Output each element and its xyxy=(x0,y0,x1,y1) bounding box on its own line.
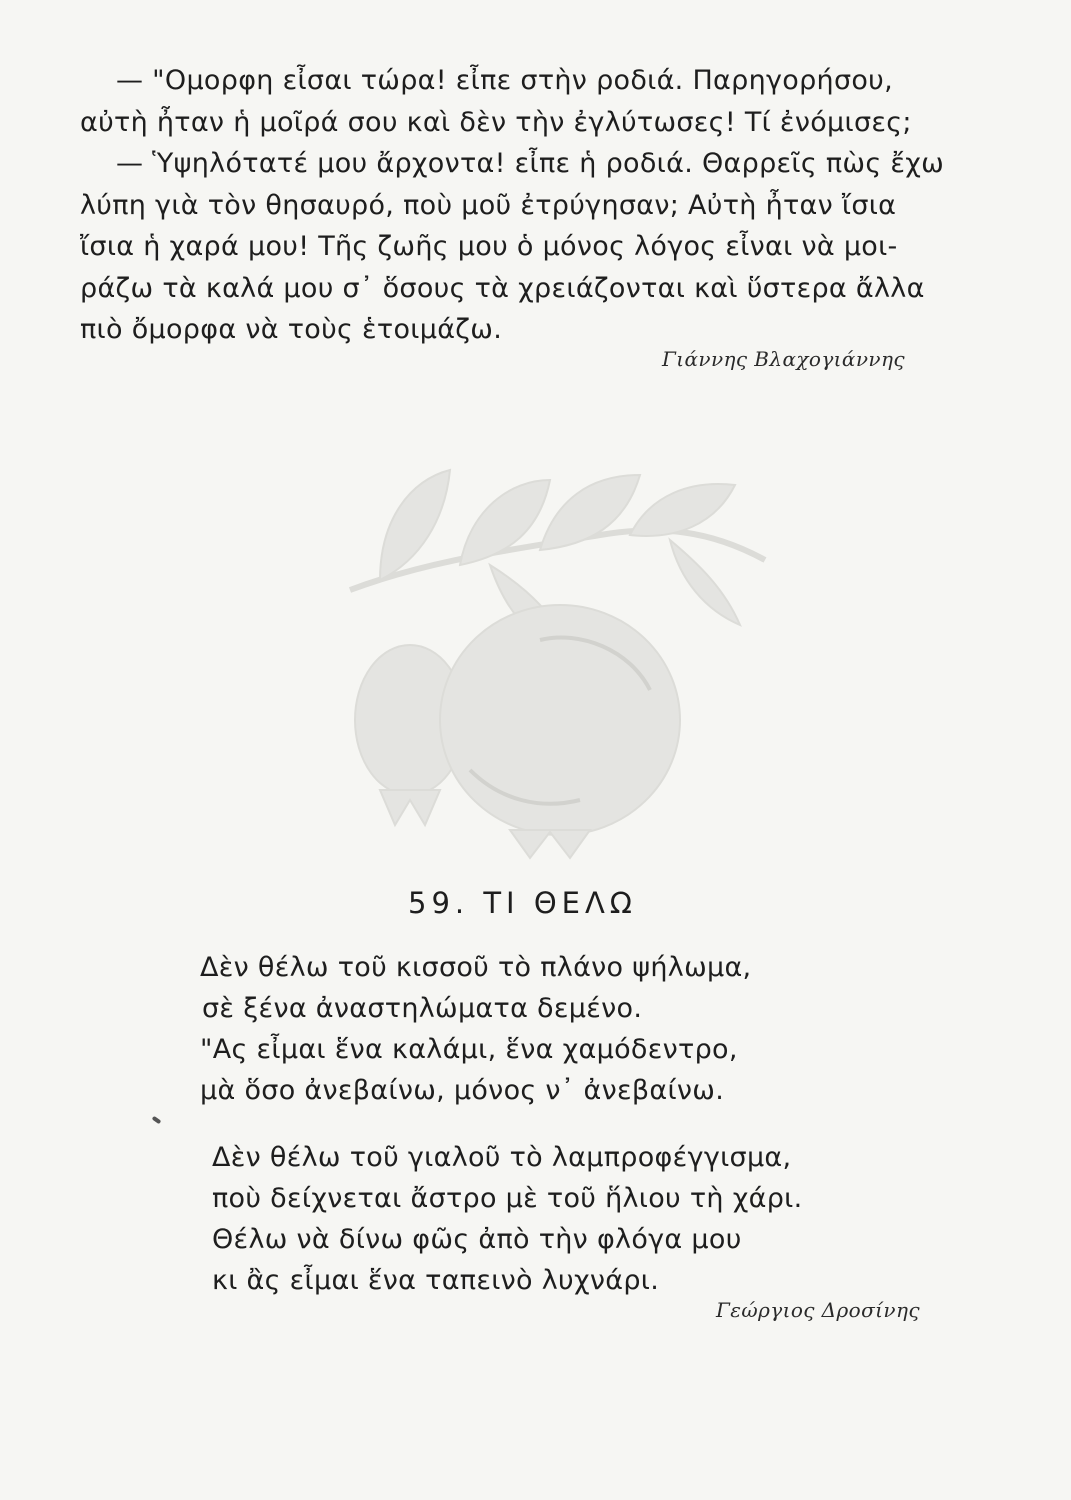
prose-passage xyxy=(80,60,945,351)
poem-stanza-1 xyxy=(200,947,751,1111)
prose-author: Γιάννης Βλαχογιάννης xyxy=(662,347,905,371)
prose-line: αὐτὴ ἦταν ἡ μοῖρά σου καὶ δὲν τὴν ἐγλύτωσες! Τί ἐνόμισες; xyxy=(80,106,912,138)
prose-line: — Ὑψηλότατέ μου ἄρχοντα! εἶπε ἡ ροδιά. Θαρρεῖς πὼς ἔχω xyxy=(116,148,945,179)
poem-title: 59. ΤΙ ΘΕΛΩ xyxy=(408,886,637,920)
poem-stanza-2 xyxy=(212,1137,802,1301)
prose-line: λύπη γιὰ τὸν θησαυρό, ποὺ μοῦ ἐτρύγησαν; Αὐτὴ ἦταν ἴσια xyxy=(80,189,897,221)
poem-line: "Ας εἶμαι ἕνα καλάμι, ἕνα χαμόδεντρο, xyxy=(200,1034,738,1065)
prose-line: — "Ομορφη εἶσαι τώρα! εἶπε στὴν ροδιά. Παρηγορήσου, xyxy=(116,65,893,96)
poem-line: Δὲν θέλω τοῦ γιαλοῦ τὸ λαμπροφέγγισμα, xyxy=(212,1142,792,1173)
poem-line: Δὲν θέλω τοῦ κισσοῦ τὸ πλάνο ψήλωμα, xyxy=(200,952,752,983)
poem-line: Θέλω νὰ δίνω φῶς ἀπὸ τὴν φλόγα μου xyxy=(212,1224,742,1255)
prose-line: πιὸ ὄμορφα νὰ τοὺς ἑτοιμάζω. xyxy=(80,314,503,345)
poem-line: μὰ ὅσο ἀνεβαίνω, μόνος ν᾽ ἀνεβαίνω. xyxy=(200,1075,725,1106)
poem-author: Γεώργιος Δροσίνης xyxy=(716,1298,920,1322)
poem-line: ποὺ δείχνεται ἄστρο μὲ τοῦ ἥλιου τὴ χάρι. xyxy=(212,1183,803,1214)
prose-line: ράζω τὰ καλά μου σ᾽ ὅσους τὰ χρειάζονται καὶ ὕστερα ἄλλα xyxy=(80,272,925,304)
poem-line: σὲ ξένα ἀναστηλώματα δεμένο. xyxy=(202,993,643,1024)
ink-speck xyxy=(152,1116,162,1124)
prose-line: ἴσια ἡ χαρά μου! Τῆς ζωῆς μου ὁ μόνος λόγος εἶναι νὰ μοι- xyxy=(80,231,898,262)
poem-line: κι ἂς εἶμαι ἕνα ταπεινὸ λυχνάρι. xyxy=(212,1265,660,1296)
pomegranate-branch-icon xyxy=(340,440,770,860)
